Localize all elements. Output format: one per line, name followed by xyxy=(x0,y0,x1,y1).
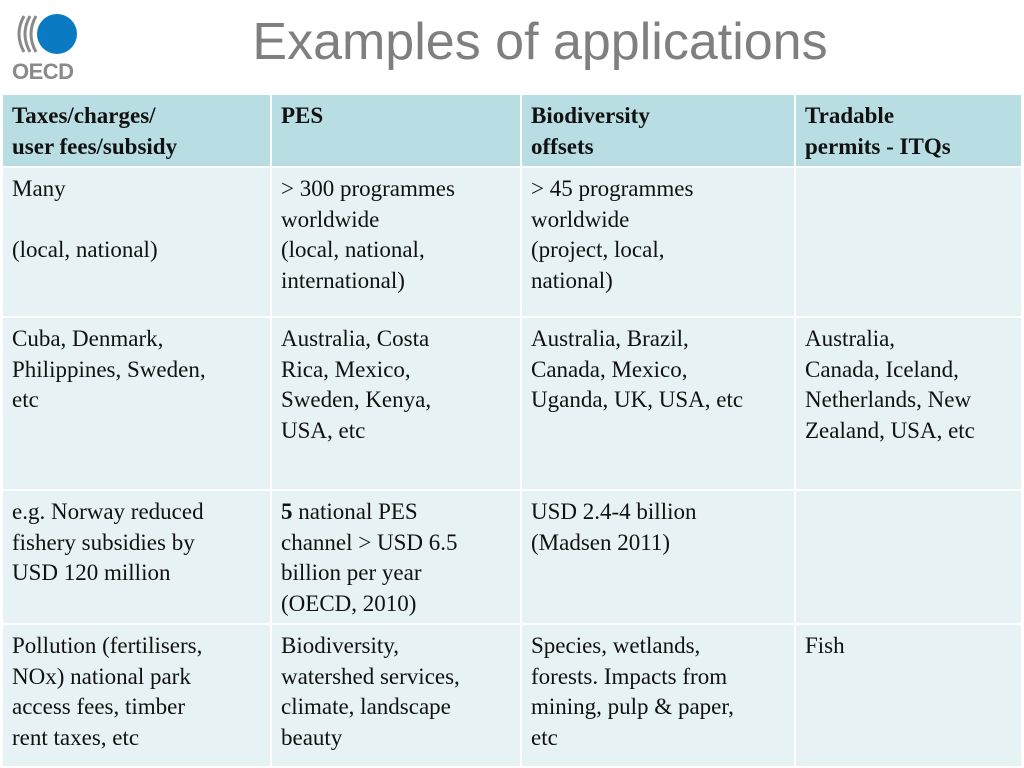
cell-line: forests. Impacts from xyxy=(531,663,728,689)
pes-count: 5 xyxy=(281,499,293,524)
cell-line: e.g. Norway reduced xyxy=(12,499,204,524)
table-cell-empty xyxy=(795,490,1022,624)
cell-line: etc xyxy=(531,724,558,750)
table-cell-empty xyxy=(795,167,1022,317)
cell-line: Australia, Brazil, xyxy=(531,326,689,351)
cell-line: Rica, Mexico, xyxy=(281,356,411,382)
cell-line: Philippines, Sweden, xyxy=(12,356,206,382)
table-row xyxy=(2,624,1022,767)
cell-line: Australia, Costa xyxy=(281,326,430,351)
cell-line: NOx) national park xyxy=(12,663,191,689)
cell-line: Biodiversity, xyxy=(281,633,399,658)
table-cell xyxy=(521,624,795,767)
cell-line: Zealand, USA, etc xyxy=(805,417,975,443)
header-line: Taxes/charges/ xyxy=(12,103,156,128)
cell-line: Pollution (fertilisers, xyxy=(12,633,203,658)
table-cell xyxy=(795,624,1022,767)
cell-line: (Madsen 2011) xyxy=(531,529,671,555)
cell-line: rent taxes, etc xyxy=(12,724,140,750)
cell-line: Many xyxy=(12,176,66,201)
header-biodiversity-offsets xyxy=(521,94,795,167)
header-taxes xyxy=(2,94,271,167)
header-line: permits - ITQs xyxy=(805,133,951,159)
table-cell xyxy=(2,490,271,624)
cell-line: Canada, Iceland, xyxy=(805,356,959,382)
cell-line: (OECD, 2010) xyxy=(281,590,417,616)
cell-line: Sweden, Kenya, xyxy=(281,387,432,412)
cell-line: (local, national) xyxy=(12,236,158,262)
table-cell xyxy=(271,624,521,767)
cell-line: climate, landscape xyxy=(281,694,451,719)
header-tradable-permits xyxy=(795,94,1022,167)
cell-line: access fees, timber xyxy=(12,694,186,719)
cell-line: > 300 programmes xyxy=(281,176,455,201)
cell-line: USD 2.4-4 billion xyxy=(531,499,697,524)
header-line: Biodiversity xyxy=(531,103,650,128)
cell-line: beauty xyxy=(281,724,343,750)
header-line: PES xyxy=(281,103,324,128)
table-cell xyxy=(271,490,521,624)
table-cell xyxy=(2,167,271,317)
cell-line-rest: national PES xyxy=(292,499,418,524)
table-cell xyxy=(271,167,521,317)
cell-line: channel > USD 6.5 xyxy=(281,529,458,555)
table-header-row xyxy=(2,94,1022,167)
cell-line: Australia, xyxy=(805,326,896,351)
cell-line: fishery subsidies by xyxy=(12,529,195,555)
table-cell xyxy=(521,490,795,624)
cell-line: billion per year xyxy=(281,560,422,585)
applications-table xyxy=(1,93,1023,768)
cell-line: Fish xyxy=(805,633,845,658)
cell-line: mining, pulp & paper, xyxy=(531,694,734,719)
table-cell xyxy=(521,317,795,490)
cell-line: (project, local, xyxy=(531,237,665,262)
cell-line: Canada, Mexico, xyxy=(531,356,688,382)
cell-line: watershed services, xyxy=(281,663,460,689)
oecd-wordmark: OECD xyxy=(12,59,74,84)
cell-line: Cuba, Denmark, xyxy=(12,326,164,351)
cell-line: Netherlands, New xyxy=(805,387,972,412)
cell-line: international) xyxy=(281,267,405,293)
table-row xyxy=(2,490,1022,624)
header-line: Tradable xyxy=(805,103,895,128)
cell-line: Uganda, UK, USA, etc xyxy=(531,387,744,412)
header-pes xyxy=(271,94,521,167)
cell-line: worldwide xyxy=(281,206,380,232)
table-row xyxy=(2,167,1022,317)
cell-line: > 45 programmes xyxy=(531,176,694,201)
cell-line: (local, national, xyxy=(281,237,425,262)
header-line: user fees/subsidy xyxy=(12,133,178,159)
cell-line: etc xyxy=(12,387,39,412)
table-cell xyxy=(521,167,795,317)
table-cell xyxy=(795,317,1022,490)
cell-line-first xyxy=(281,497,512,528)
table-cell xyxy=(2,624,271,767)
cell-line: USD 120 million xyxy=(12,560,171,585)
table-cell xyxy=(271,317,521,490)
slide-title: Examples of applications xyxy=(252,13,828,71)
cell-line: worldwide xyxy=(531,206,630,232)
table-cell xyxy=(2,317,271,490)
cell-line: Species, wetlands, xyxy=(531,633,701,658)
header-line: offsets xyxy=(531,133,594,159)
cell-line: USA, etc xyxy=(281,417,366,443)
cell-line: national) xyxy=(531,267,613,293)
table-row xyxy=(2,317,1022,490)
